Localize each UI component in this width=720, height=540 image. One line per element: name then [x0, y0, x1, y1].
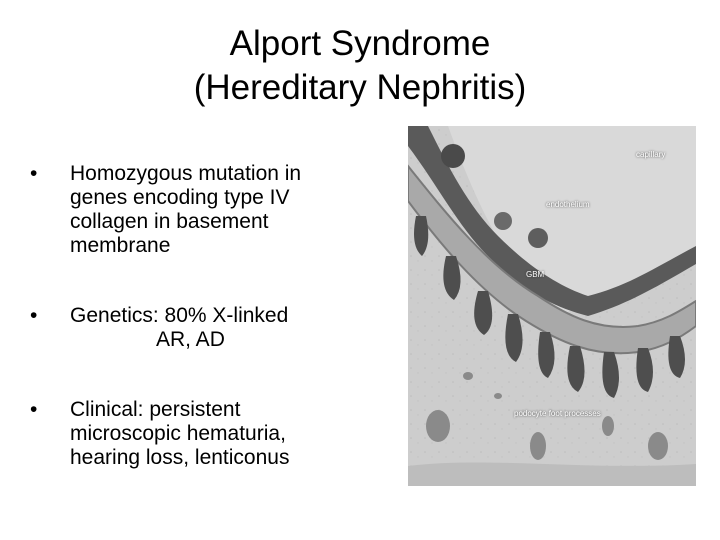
title-line-2: (Hereditary Nephritis)	[193, 68, 527, 107]
bullet-marker: •	[30, 304, 38, 327]
electron-micrograph-image	[408, 126, 696, 486]
bullet-line: hearing loss, lenticonus	[70, 446, 290, 469]
micrograph-drawing	[408, 126, 696, 486]
label-endothelium: endothelium	[546, 200, 590, 209]
bullet-line: Genetics: 80% X-linked	[70, 304, 289, 327]
label-podocyte-foot-processes: podocyte foot processes	[514, 409, 601, 418]
bullet-line: membrane	[70, 234, 171, 257]
slide-title	[0, 22, 720, 110]
bullet-marker: •	[30, 162, 38, 185]
bullet-marker: •	[30, 398, 38, 421]
label-gbm: GBM	[526, 270, 545, 279]
bullet-line: genes encoding type IV	[70, 186, 290, 209]
bullet-line: Homozygous mutation in	[70, 162, 302, 185]
bullet-line: AR, AD	[156, 328, 225, 351]
title-line-1: Alport Syndrome	[229, 24, 491, 63]
label-capillary: capillary	[636, 150, 666, 159]
bullet-line: microscopic hematuria,	[70, 422, 286, 445]
bullet-line: collagen in basement	[70, 210, 269, 233]
bullet-line: Clinical: persistent	[70, 398, 241, 421]
